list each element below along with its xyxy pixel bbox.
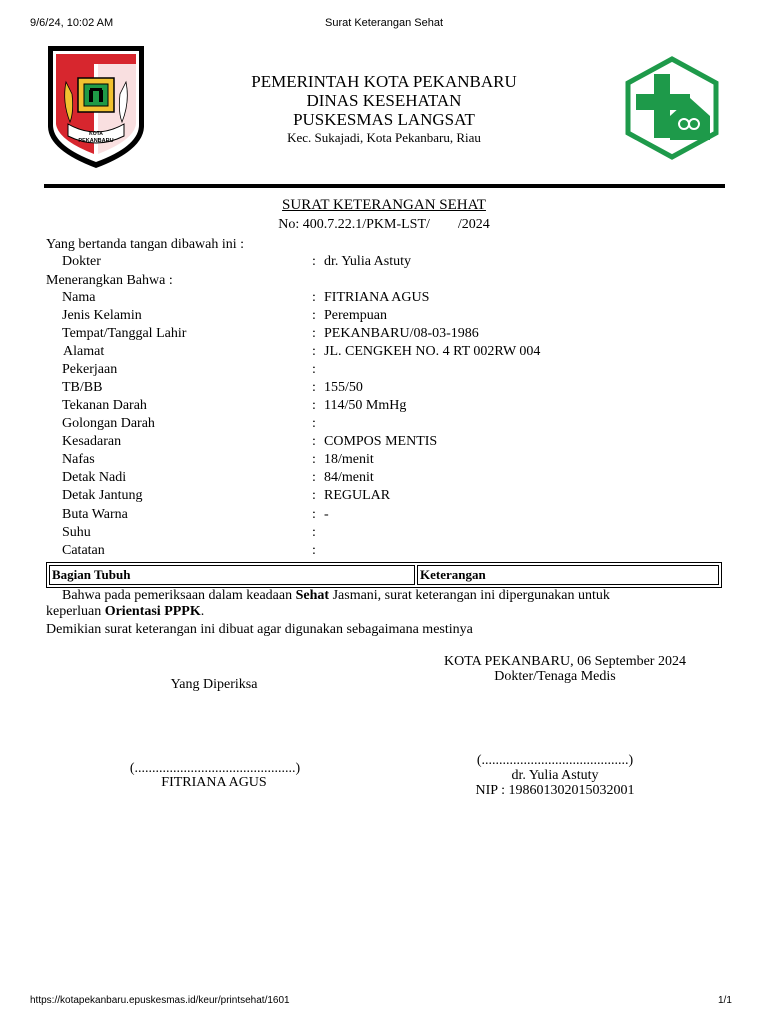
field-label: Buta Warna [62,507,128,522]
doctor-role: Dokter/Tenaga Medis [494,669,616,684]
separator: : [312,416,316,431]
field-label: Detak Jantung [62,488,143,503]
patient-name: FITRIANA AGUS [161,775,267,790]
field-label: Suhu [62,525,91,540]
print-page-number: 1/1 [718,995,732,1006]
patient-signature-line: (..............................................) [129,761,301,776]
puskesmas-logo [624,56,720,160]
field-value: REGULAR [324,488,391,503]
doctor-signature-line: (..........................................) [476,753,634,768]
statement-text: keperluan [46,604,105,619]
separator: : [312,326,316,341]
separator: : [312,254,316,269]
doctor-nip: NIP : 198601302015032001 [475,783,635,798]
kop-address: Kec. Sukajadi, Kota Pekanbaru, Riau [287,130,481,145]
intro-text: Yang bertanda tangan dibawah ini : [46,237,245,252]
statement-bold-purpose: Orientasi PPPK [104,604,201,619]
statement-bold-sehat: Sehat [295,588,330,603]
svg-text:PEKANBARU: PEKANBARU [78,138,114,144]
field-value: - [324,507,329,522]
doctor-name: dr. Yulia Astuty [511,768,599,783]
table-header-bagian-tubuh: Bagian Tubuh [49,565,415,585]
field-label: Tempat/Tanggal Lahir [62,326,187,341]
document-title: SURAT KETERANGAN SEHAT [282,197,486,213]
kop-line-2: DINAS KESEHATAN [306,91,462,110]
separator: : [312,507,316,522]
statement-line-2 [46,603,204,621]
header-rule-thick [44,184,725,188]
statement-text: Jasmani, surat keterangan ini dipergunakan untuk [329,588,610,603]
field-label: Nama [62,290,96,305]
field-value: 155/50 [324,380,363,395]
field-label: Nafas [62,452,95,467]
separator: : [312,488,316,503]
field-value: Perempuan [324,308,387,323]
doctor-value: dr. Yulia Astuty [324,254,411,269]
document-number: No: 400.7.22.1/PKM-LST/ /2024 [278,217,490,232]
table-header-keterangan: Keterangan [417,565,719,585]
separator: : [312,398,316,413]
field-label: Golongan Darah [62,416,155,431]
separator: : [312,452,316,467]
separator: : [312,290,316,305]
field-label: Tekanan Darah [62,398,147,413]
doctor-label: Dokter [62,254,101,269]
patient-role: Yang Diperiksa [170,677,258,692]
field-value: PEKANBARU/08-03-1986 [324,326,479,341]
field-value: 18/menit [324,452,374,467]
print-page-title: Surat Keterangan Sehat [324,17,444,29]
separator: : [312,344,316,359]
separator: : [312,308,316,323]
separator: : [312,434,316,449]
field-value: FITRIANA AGUS [324,290,430,305]
field-value: 114/50 MmHg [324,398,407,413]
field-value: JL. CENGKEH NO. 4 RT 002RW 004 [324,344,541,359]
field-label: Catatan [62,543,105,558]
menerangkan-text: Menerangkan Bahwa : [46,273,173,288]
separator: : [312,525,316,540]
field-value: 84/menit [324,470,374,485]
svg-text:KOTA: KOTA [89,131,103,137]
field-label: Alamat [63,344,105,359]
separator: : [312,362,316,377]
place-date: KOTA PEKANBARU, 06 September 2024 [444,654,686,669]
print-url: https://kotapekanbaru.epuskesmas.id/keur/printsehat/1601 [30,995,290,1006]
kop-line-3: PUSKESMAS LANGSAT [293,110,475,129]
field-label: TB/BB [62,380,103,395]
field-label: Kesadaran [62,434,122,449]
closing-text: Demikian surat keterangan ini dibuat agar digunakan sebagaimana mestinya [46,622,473,637]
kop-line-1: PEMERINTAH KOTA PEKANBARU [251,72,517,91]
field-label: Jenis Kelamin [62,308,142,323]
print-datetime: 9/6/24, 10:02 AM [30,17,114,29]
separator: : [312,380,316,395]
statement-text: Bahwa pada pemeriksaan dalam keadaan [62,588,296,603]
separator: : [312,543,316,558]
field-label: Detak Nadi [62,470,127,485]
field-label: Pekerjaan [62,362,118,377]
separator: : [312,470,316,485]
field-value: COMPOS MENTIS [324,434,438,449]
keterangan-table [46,562,722,588]
statement-text: . [200,604,205,619]
